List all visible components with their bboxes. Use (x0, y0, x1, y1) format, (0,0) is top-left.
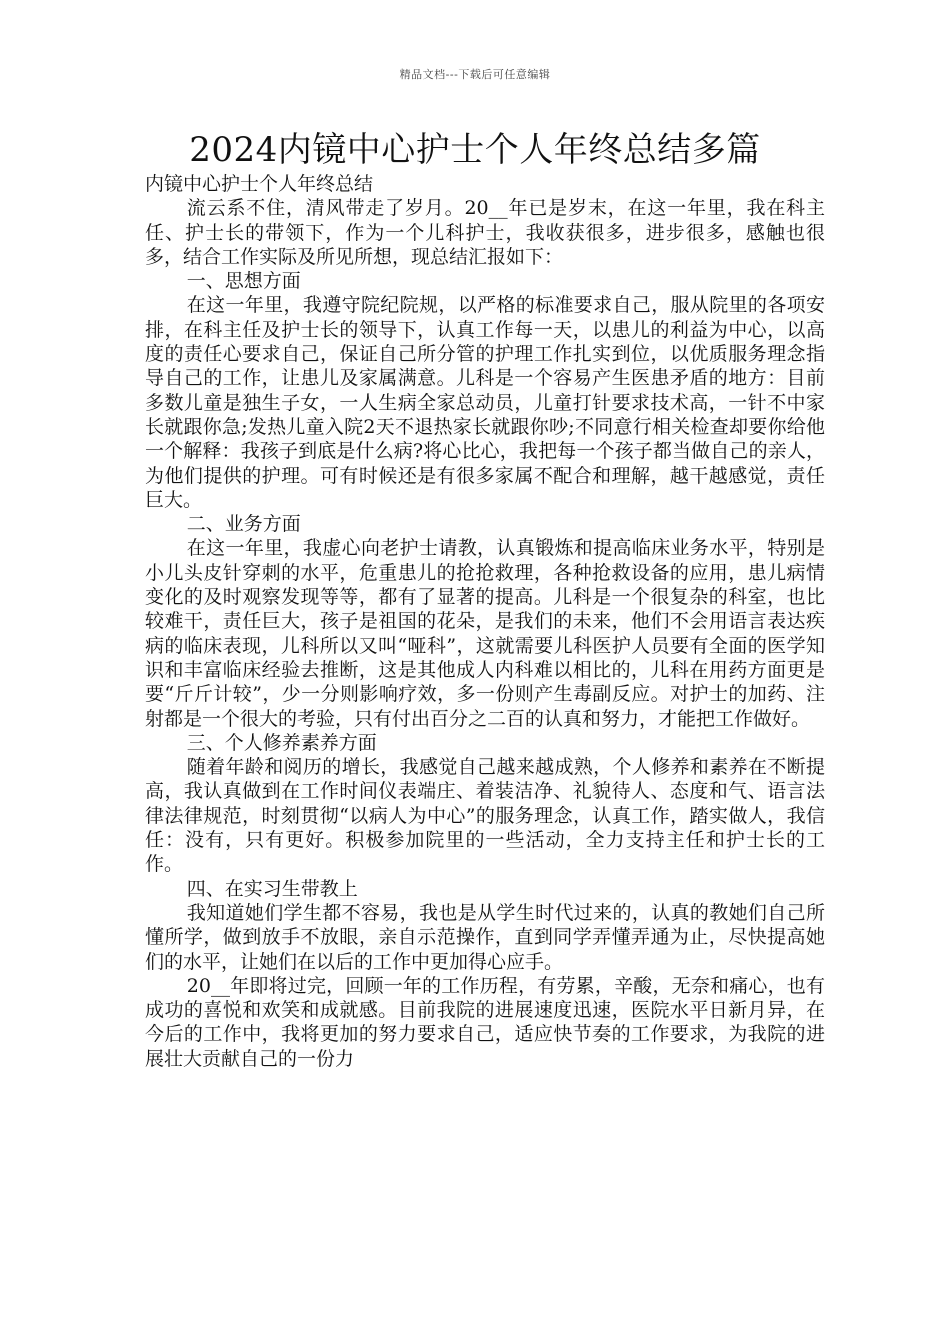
paragraph-cultivation: 随着年龄和阅历的增长，我感觉自己越来越成熟，个人修养和素养在不断提高，我认真做到在工作时间仪表端庄、着装洁净、礼貌待人、态度和气、语言法律法律规范，时刻贯彻“以病人为中心”的服务理念，认真工作，踏实做人，我信任：没有，只有更好。积极参加院里的一些活动，全力支持主任和护士长的工作。 (145, 756, 825, 876)
paragraph-business: 在这一年里，我虚心向老护士请教，认真锻炼和提高临床业务水平，特别是小儿头皮针穿刺的水平，危重患儿的抢抢救理，各种抢救设备的应用，患儿病情变化的及时观察发现等等，都有了显著的提高。儿科是一个很复杂的科室，也比较难干，责任巨大，孩子是祖国的花朵，是我们的未来，他们不会用语言表达疾病的临床表现，儿科所以又叫“哑科”，这就需要儿科医护人员要有全面的医学知识和丰富临床经验去推断，这是其他成人内科难以相比的，儿科在用药方面更是要“斤斤计较”，少一分则影响疗效，多一份则产生毒副反应。对护士的加药、注射都是一个很大的考验，只有付出百分之二百的认真和努力，才能把工作做好。 (145, 537, 825, 730)
page-header-watermark: 精品文档---下载后可任意编辑 (399, 68, 551, 81)
paragraph-conclusion: 20__年即将过完，回顾一年的工作历程，有劳累，辛酸，无奈和痛心，也有成功的喜悦和欢笑和成就感。目前我院的进展速度迅速，医院水平日新月异，在今后的工作中，我将更加的努力要求自己，适应快节奏的工作要求，为我院的进展壮大贡献自己的一份力 (145, 974, 825, 1070)
section-heading-teaching: 四、在实习生带教上 (186, 877, 358, 900)
document-title: 2024内镜中心护士个人年终总结多篇 (189, 130, 761, 170)
paragraph-thought: 在这一年里，我遵守院纪院规，以严格的标准要求自己，服从院里的各项安排，在科主任及护士长的领导下，认真工作每一天，以患儿的利益为中心，以高度的责任心要求自己，保证自己所分管的护理工作扎实到位，以优质服务理念指导自己的工作，让患儿及家属满意。儿科是一个容易产生医患矛盾的地方：目前多数儿童是独生子女，一人生病全家总动员，儿童打针要求技术高，一针不中家长就跟你急;发热儿童入院2天不退热家长就跟你吵;不同意行相关检查却要你给他一个解释：我孩子到底是什么病?将心比心，我把每一个孩子都当做自己的亲人，为他们提供的护理。可有时候还是有很多家属不配合和理解，越干越感觉，责任巨大。 (145, 294, 825, 511)
section-subtitle: 内镜中心护士个人年终总结 (145, 173, 374, 195)
paragraph-teaching: 我知道她们学生都不容易，我也是从学生时代过来的，认真的教她们自己所懂所学，做到放手不放眼，亲自示范操作，直到同学弄懂弄通为止，尽快提高她们的水平，让她们在以后的工作中更加得心应手。 (145, 901, 825, 973)
section-heading-business: 二、业务方面 (186, 513, 301, 536)
paragraph-intro: 流云系不住，清风带走了岁月。20__年已是岁末，在这一年里，我在科主任、护士长的带领下，作为一个儿科护士，我收获很多，进步很多，感触也很多，结合工作实际及所见所想，现总结汇报如下： (145, 197, 825, 268)
section-heading-cultivation: 三、个人修养素养方面 (186, 731, 377, 754)
document-body (145, 172, 825, 1071)
section-heading-thought: 一、思想方面 (186, 270, 301, 293)
